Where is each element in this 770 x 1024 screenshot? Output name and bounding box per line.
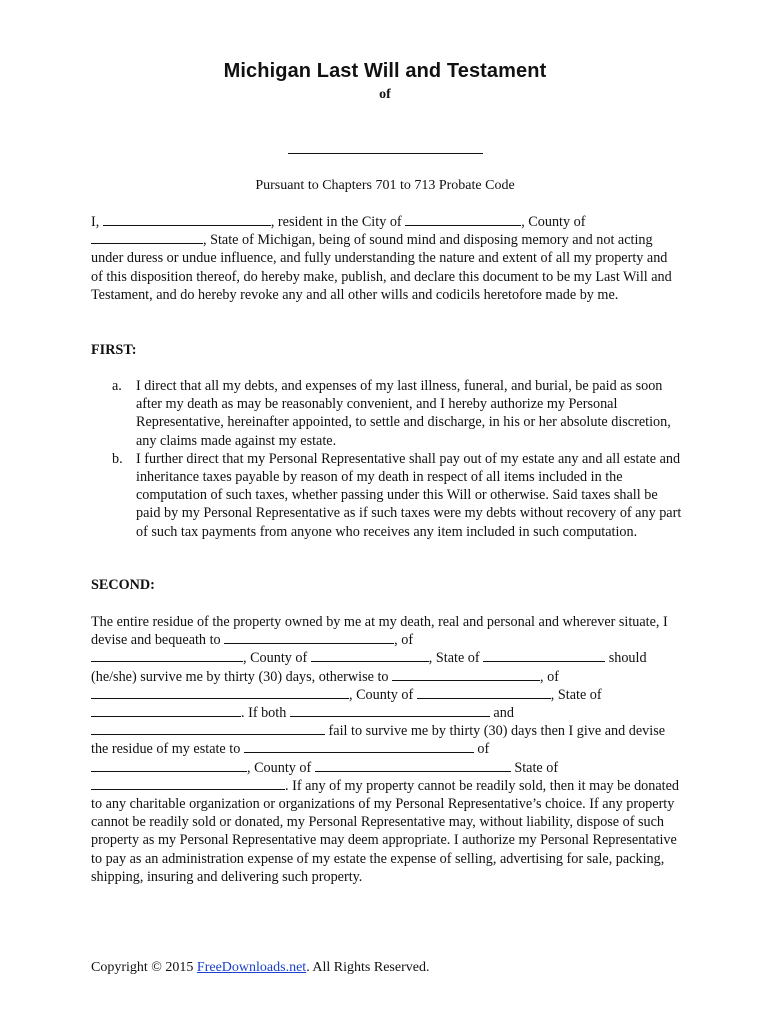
beneficiary-county-field[interactable] (311, 649, 429, 662)
testator-name-field[interactable] (103, 213, 271, 226)
residue-beneficiary-field[interactable] (244, 740, 474, 753)
beneficiary-field[interactable] (224, 631, 394, 644)
alternate-state-field[interactable] (91, 704, 241, 717)
document-title: Michigan Last Will and Testament (223, 60, 547, 82)
testator-name-blank[interactable] (288, 153, 483, 154)
second-heading: SECOND: (91, 577, 155, 593)
residue-city-field[interactable] (91, 759, 247, 772)
both-name-field-1[interactable] (290, 704, 490, 717)
alternate-beneficiary-field[interactable] (392, 668, 540, 681)
copyright-footer: Copyright © 2015 FreeDownloads.net. All Rights Reserved. (91, 960, 430, 975)
first-list (112, 377, 684, 541)
county-field[interactable] (91, 231, 203, 244)
title-of: of (379, 87, 391, 102)
freedownloads-link[interactable]: FreeDownloads.net (196, 960, 307, 975)
residue-state-field[interactable] (91, 777, 285, 790)
alternate-city-field[interactable] (91, 686, 349, 699)
intro-paragraph: I, , resident in the City of , County of , State of Michigan, being of sound mind and disposing memory and not acting under duress or undue influence, and fully understanding the nature and extent of all my property and of this disposition thereof, do hereby make, publish, and declare this document to be my Last Will and Testament, and do hereby revoke any and all other wills and codicils heretofore made by me. (91, 214, 672, 303)
pursuant-subtitle: Pursuant to Chapters 701 to 713 Probate Code (255, 178, 515, 193)
beneficiary-city-field[interactable] (91, 649, 243, 662)
list-item: a. I direct that all my debts, and expenses of my last illness, funeral, and burial, be paid as soon after my death as may be reasonably convenient, and I hereby authorize my Personal Representative, hereinafter appointed, to settle and discharge, in his or her absolute discretion, any claims made against my estate. (112, 378, 671, 449)
second-paragraph: The entire residue of the property owned by me at my death, real and personal and wherever situate, I devise and bequeath to , of , County of , State of should (he/she) survive me by thirty (30) days, otherwise to , of , County of , State of . If both and fail to survive me by thirty (30) days then I give and devise the residue of my estate to of , County of State of . If any of my property cannot be readily sold, then it may be donated to any charitable organization or organizations of my Personal Representative’s choice. If any property cannot be readily sold or donated, my Personal Representative may, without liability, dispose of such property as my Personal Representative may deem appropriate. I authorize my Personal Representative to pay as an administration expense of my estate the expense of selling, advertising for sale, packing, shipping, insuring and delivering such property. (91, 614, 679, 885)
city-field[interactable] (405, 213, 521, 226)
alternate-county-field[interactable] (417, 686, 551, 699)
both-name-field-2[interactable] (91, 722, 325, 735)
first-heading: FIRST: (91, 342, 137, 358)
list-item: b. I further direct that my Personal Representative shall pay out of my estate any and all estate and inheritance taxes payable by reason of my death in respect of all items included in the computation of such taxes, whether passing under this Will or otherwise. Said taxes shall be paid by my Personal Representative as if such taxes were my debts without recovery of any part of such tax payments from anyone who receives any item included in such computation. (112, 450, 682, 540)
residue-county-field[interactable] (315, 759, 511, 772)
beneficiary-state-field[interactable] (483, 649, 605, 662)
